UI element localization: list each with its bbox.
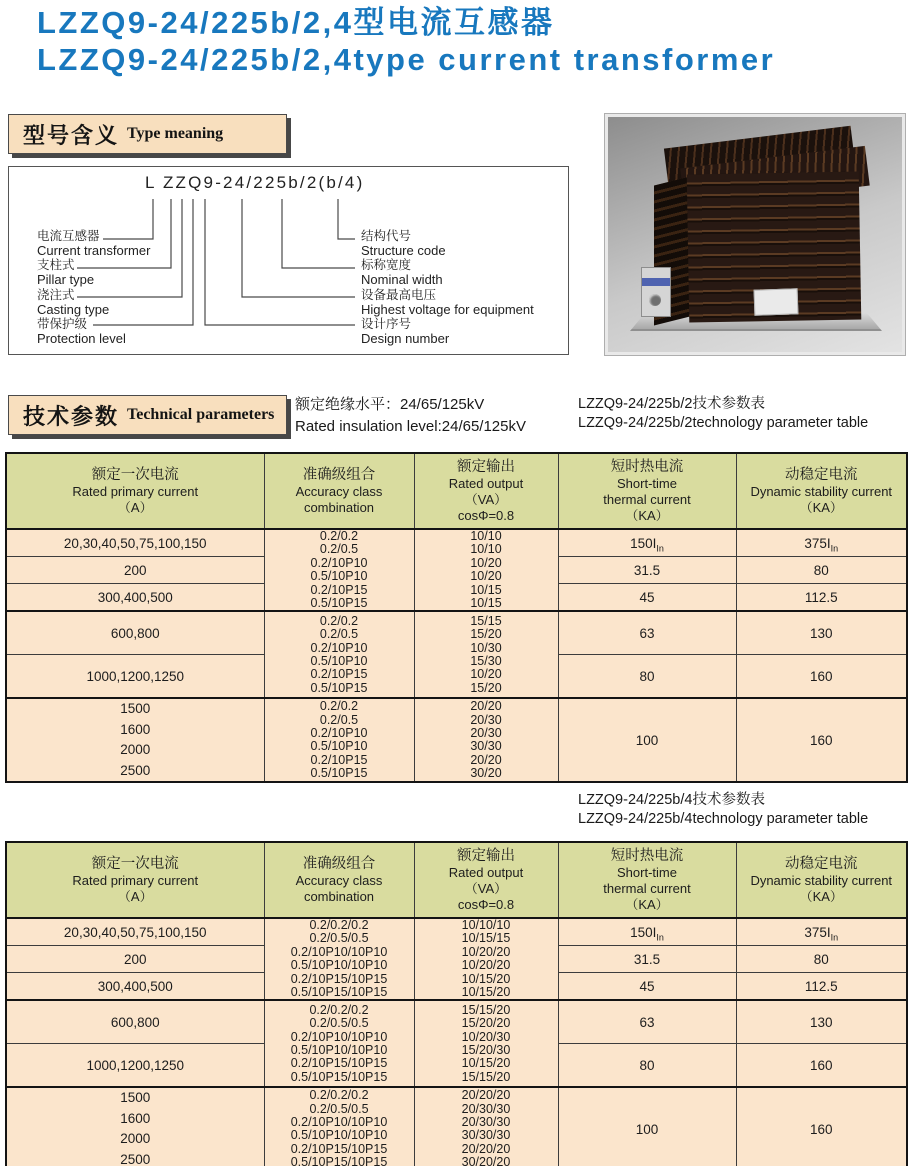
primary-current-value: 2000	[120, 742, 151, 758]
header-line: （A）	[117, 500, 153, 515]
model-left-label-3	[37, 317, 150, 346]
table-header-row	[6, 842, 907, 918]
output-value: 10/15	[470, 582, 502, 597]
accuracy-cell	[264, 698, 414, 782]
model-right-label-list	[361, 229, 534, 347]
table-header-row	[6, 453, 907, 529]
page-title-cn: LZZQ9-24/225b/2,4型电流互感器	[37, 5, 555, 40]
accuracy-value: 0.2/0.5	[319, 542, 359, 557]
model-left-label-1	[37, 258, 150, 287]
accuracy-cell	[264, 529, 414, 611]
primary-current-value: 200	[123, 562, 147, 578]
header-line: 准确级组合	[302, 856, 376, 872]
accuracy-value: 0.5/10P10/10P10	[290, 1042, 388, 1057]
primary-current-cell	[6, 1000, 264, 1044]
accuracy-value: 0.5/10P15/10P15	[290, 985, 388, 1000]
output-cell	[414, 918, 558, 1000]
header-line: Rated output	[448, 865, 524, 880]
output-value: 15/15/20	[461, 1069, 511, 1084]
primary-current-cell	[6, 918, 264, 946]
thermal-current-cell: 31.5	[558, 557, 736, 584]
header-line: 准确级组合	[302, 467, 376, 483]
accuracy-value: 0.2/0.2/0.2	[309, 1002, 369, 1017]
table1-caption-en: LZZQ9-24/225b/2technology parameter table	[578, 415, 869, 431]
model-right-label-en: Structure code	[361, 242, 446, 258]
output-value: 10/10	[470, 529, 502, 543]
type-meaning-heading-cn: 型号含义	[23, 122, 120, 148]
accuracy-value: 0.2/10P15	[310, 667, 368, 682]
thermal-current-cell: 45	[558, 584, 736, 612]
output-value: 10/15	[470, 596, 502, 611]
accuracy-value: 0.5/10P10	[310, 569, 368, 584]
model-left-label-en: Casting type	[37, 301, 110, 317]
primary-current-cell	[6, 529, 264, 557]
accuracy-value: 0.5/10P10	[310, 739, 368, 754]
output-value: 20/30/30	[461, 1115, 511, 1130]
output-value: 20/30/30	[461, 1101, 511, 1116]
tech-params-heading	[8, 395, 287, 435]
thermal-current-cell: 63	[558, 1000, 736, 1044]
model-left-label-list	[37, 229, 150, 347]
accuracy-value: 0.2/10P15	[310, 582, 368, 597]
output-value: 15/20	[470, 680, 502, 695]
header-cell	[736, 453, 907, 529]
model-right-label-3	[361, 317, 534, 346]
header-line: Dynamic stability current	[750, 484, 893, 499]
accuracy-value: 0.2/0.2	[319, 529, 359, 543]
thermal-current-cell: 63	[558, 611, 736, 655]
output-value: 15/20	[470, 627, 502, 642]
page-title	[37, 4, 775, 78]
accuracy-cell	[264, 1000, 414, 1087]
accuracy-cell	[264, 611, 414, 698]
header-line: （A）	[117, 889, 153, 904]
primary-current-cell	[6, 584, 264, 612]
model-right-label-cn: 设计序号	[361, 317, 412, 332]
insulation-level-cn: 额定绝缘水平：24/65/125kV	[295, 396, 485, 413]
header-line: 动稳定电流	[785, 467, 858, 483]
thermal-current-cell: 45	[558, 973, 736, 1001]
primary-current-value: 300,400,500	[97, 589, 173, 605]
model-code-diagram	[8, 166, 569, 355]
header-line: 额定一次电流	[91, 467, 179, 483]
header-line: Dynamic stability current	[750, 873, 893, 888]
table-row	[6, 529, 907, 557]
accuracy-value: 0.2/10P15	[310, 752, 368, 767]
accuracy-value: 0.2/10P15/10P15	[290, 1141, 388, 1156]
table-row	[6, 1000, 907, 1044]
primary-current-value: 600,800	[110, 1014, 160, 1030]
model-code: L ZZQ9-24/225b/2(b/4)	[145, 173, 365, 192]
accuracy-value: 0.2/10P15/10P15	[290, 1056, 388, 1071]
model-left-label-en: Pillar type	[37, 272, 95, 288]
primary-current-cell	[6, 698, 264, 782]
accuracy-cell	[264, 918, 414, 1000]
accuracy-value: 0.2/10P10/10P10	[290, 1115, 388, 1130]
header-line: combination	[303, 889, 375, 904]
table-row	[6, 698, 907, 782]
output-value: 10/20/30	[461, 1029, 511, 1044]
dynamic-current-cell: 80	[736, 557, 907, 584]
primary-current-cell	[6, 946, 264, 973]
thermal-current-cell: 80	[558, 1044, 736, 1088]
table2-caption	[578, 791, 868, 829]
output-value: 30/30/30	[461, 1128, 511, 1143]
accuracy-value: 0.2/0.5/0.5	[309, 1016, 369, 1031]
dynamic-current-cell: 160	[736, 1044, 907, 1088]
output-value: 20/20/20	[461, 1088, 511, 1103]
accuracy-value: 0.5/10P10	[310, 653, 368, 668]
model-right-label-en: Design number	[361, 330, 450, 346]
accuracy-value: 0.2/0.5/0.5	[309, 931, 369, 946]
header-line: Rated primary current	[72, 873, 199, 888]
header-line: （KA）	[799, 500, 843, 515]
header-line: Short-time	[617, 865, 677, 880]
header-cell	[264, 453, 414, 529]
thermal-current-cell: $150I_{In}$	[558, 529, 736, 557]
accuracy-value: 0.2/10P10	[310, 640, 368, 655]
primary-current-cell	[6, 655, 264, 699]
tech-params-heading-cn: 技术参数	[23, 403, 120, 429]
primary-current-value: 1500	[120, 1090, 151, 1106]
table2-caption-en: LZZQ9-24/225b/4technology parameter table	[578, 811, 869, 827]
model-right-label-cn: 结构代号	[361, 229, 412, 243]
dynamic-current-cell: 130	[736, 1000, 907, 1044]
type-meaning-heading-en: Type meaning	[127, 125, 224, 142]
accuracy-value: 0.2/0.5	[319, 712, 359, 727]
primary-current-cell	[6, 611, 264, 655]
model-left-label-cn: 电流互感器	[37, 229, 100, 243]
output-value: 10/15/15	[461, 931, 511, 946]
accuracy-value: 0.5/10P15	[310, 596, 368, 611]
output-value: 10/20	[470, 555, 502, 570]
header-line: 额定输出	[457, 848, 515, 864]
model-right-label-en: Nominal width	[361, 272, 443, 288]
accuracy-value: 0.2/0.5/0.5	[309, 1101, 369, 1116]
header-line: Rated primary current	[72, 484, 199, 499]
primary-current-value: 1000,1200,1250	[86, 668, 185, 684]
accuracy-value: 0.2/0.2/0.2	[309, 1088, 369, 1103]
primary-current-cell	[6, 1044, 264, 1088]
terminal-screw	[649, 294, 661, 306]
accuracy-value: 0.2/0.2	[319, 699, 359, 714]
output-value: 10/20/20	[461, 958, 511, 973]
dynamic-current-cell: 112.5	[736, 584, 907, 612]
thermal-current-cell: 100	[558, 698, 736, 782]
dynamic-current-cell: $375I_{In}$	[736, 918, 907, 946]
header-line: Short-time	[617, 476, 677, 491]
table-row	[6, 611, 907, 655]
terminal-blue-band	[642, 278, 670, 286]
dynamic-current-cell: 112.5	[736, 973, 907, 1001]
thermal-current-cell: $150I_{In}$	[558, 918, 736, 946]
table1-caption	[578, 395, 868, 433]
output-value: 20/30	[470, 726, 502, 741]
header-line: cosΦ=0.8	[457, 897, 515, 912]
output-value: 10/15/20	[461, 971, 511, 986]
parameter-table-4b	[5, 841, 906, 1166]
primary-current-cell	[6, 557, 264, 584]
model-right-label-cn: 标称宽度	[361, 258, 412, 273]
header-line: （KA）	[625, 897, 669, 912]
header-cell	[558, 842, 736, 918]
header-line: （VA）	[464, 881, 508, 896]
primary-current-value: 20,30,40,50,75,100,150	[63, 535, 207, 551]
table1-caption-cn: LZZQ9-24/225b/2技术参数表	[578, 396, 765, 412]
header-cell	[414, 842, 558, 918]
output-value: 10/15/20	[461, 985, 511, 1000]
header-line: combination	[303, 500, 375, 515]
primary-current-value: 2500	[120, 762, 151, 778]
header-line: 短时热电流	[610, 459, 684, 475]
output-value: 10/15/20	[461, 1056, 511, 1071]
table2-caption-cn: LZZQ9-24/225b/4技术参数表	[578, 792, 765, 808]
dynamic-current-cell: 160	[736, 1087, 907, 1166]
primary-current-value: 300,400,500	[97, 978, 173, 994]
primary-current-value: 2500	[120, 1151, 151, 1166]
header-line: Rated output	[448, 476, 524, 491]
output-cell	[414, 611, 558, 698]
model-left-label-cn: 支柱式	[37, 258, 75, 273]
dynamic-current-cell: 160	[736, 698, 907, 782]
primary-current-value: 1600	[120, 721, 151, 737]
model-left-label-en: Current transformer	[37, 242, 151, 258]
accuracy-value: 0.2/0.5	[319, 627, 359, 642]
output-cell	[414, 698, 558, 782]
header-line: （VA）	[464, 492, 508, 507]
primary-current-value: 1600	[120, 1110, 151, 1126]
output-value: 30/20/20	[461, 1155, 511, 1166]
model-left-label-2	[37, 288, 150, 317]
output-value: 15/15/20	[461, 1002, 511, 1017]
accuracy-value: 0.2/10P10/10P10	[290, 1029, 388, 1044]
primary-current-value: 2000	[120, 1131, 151, 1147]
header-line: 额定输出	[457, 459, 515, 475]
header-cell	[736, 842, 907, 918]
accuracy-value: 0.2/10P10	[310, 555, 368, 570]
accuracy-value: 0.5/10P15	[310, 680, 368, 695]
header-line: 短时热电流	[610, 848, 684, 864]
accuracy-value: 0.2/10P10/10P10	[290, 944, 388, 959]
header-cell	[414, 453, 558, 529]
dynamic-current-cell: 160	[736, 655, 907, 699]
output-value: 10/30	[470, 640, 502, 655]
thermal-current-cell: 80	[558, 655, 736, 699]
thermal-current-cell: 31.5	[558, 946, 736, 973]
parameters-table	[5, 841, 908, 1166]
accuracy-cell	[264, 1087, 414, 1166]
parameters-table	[5, 452, 908, 783]
output-value: 20/20/20	[461, 1141, 511, 1156]
output-value: 15/20/20	[461, 1016, 511, 1031]
header-line: Accuracy class	[295, 873, 383, 888]
accuracy-value: 0.5/10P10/10P10	[290, 1128, 388, 1143]
output-value: 20/20	[470, 699, 502, 714]
parameter-table-2b	[5, 452, 906, 783]
primary-current-cell	[6, 1087, 264, 1166]
primary-current-value: 600,800	[110, 625, 160, 641]
thermal-current-cell: 100	[558, 1087, 736, 1166]
output-value: 10/20	[470, 569, 502, 584]
dynamic-current-cell: $375I_{In}$	[736, 529, 907, 557]
accuracy-value: 0.5/10P10/10P10	[290, 958, 388, 973]
tech-params-heading-en: Technical parameters	[127, 406, 275, 423]
accuracy-value: 0.2/10P10	[310, 726, 368, 741]
output-value: 30/30	[470, 739, 502, 754]
primary-current-value: 200	[123, 951, 147, 967]
header-line: （KA）	[799, 889, 843, 904]
output-value: 30/20	[470, 766, 502, 781]
output-value: 15/30	[470, 653, 502, 668]
model-right-label-2	[361, 288, 534, 317]
header-cell	[558, 453, 736, 529]
type-meaning-heading	[8, 114, 287, 154]
accuracy-value: 0.5/10P15/10P15	[290, 1155, 388, 1166]
output-value: 20/30	[470, 712, 502, 727]
accuracy-value: 0.5/10P15/10P15	[290, 1069, 388, 1084]
insulation-level-en: Rated insulation level:24/65/125kV	[295, 418, 526, 435]
primary-current-value: 1000,1200,1250	[86, 1057, 185, 1073]
transformer-terminal	[641, 267, 671, 317]
transformer-nameplate	[754, 288, 799, 316]
model-left-label-cn: 带保护级	[37, 317, 88, 332]
output-value: 10/10/10	[461, 918, 511, 932]
output-cell	[414, 1087, 558, 1166]
output-value: 20/20	[470, 752, 502, 767]
dynamic-current-cell: 80	[736, 946, 907, 973]
model-left-label-cn: 浇注式	[37, 287, 75, 302]
model-right-label-0	[361, 229, 534, 258]
accuracy-value: 0.2/0.2/0.2	[309, 918, 369, 932]
model-left-label-0	[37, 229, 150, 258]
header-line: Accuracy class	[295, 484, 383, 499]
header-line: （KA）	[625, 508, 669, 523]
output-value: 10/10	[470, 542, 502, 557]
insulation-level	[295, 394, 526, 438]
header-line: thermal current	[603, 881, 691, 896]
header-cell	[264, 842, 414, 918]
output-value: 10/20/20	[461, 944, 511, 959]
model-right-label-en: Highest voltage for equipment	[361, 301, 534, 317]
model-right-label-cn: 设备最高电压	[361, 287, 437, 302]
header-line: thermal current	[603, 492, 691, 507]
output-cell	[414, 1000, 558, 1087]
primary-current-value: 1500	[120, 701, 151, 717]
model-right-label-1	[361, 258, 534, 287]
header-cell	[6, 842, 264, 918]
output-value: 15/15	[470, 613, 502, 628]
output-value: 15/20/30	[461, 1042, 511, 1057]
model-left-label-en: Protection level	[37, 330, 126, 346]
primary-current-value: 20,30,40,50,75,100,150	[63, 924, 207, 940]
accuracy-value: 0.2/0.2	[319, 613, 359, 628]
table-row	[6, 1087, 907, 1166]
output-cell	[414, 529, 558, 611]
accuracy-value: 0.2/10P15/10P15	[290, 971, 388, 986]
dynamic-current-cell: 130	[736, 611, 907, 655]
table-row	[6, 918, 907, 946]
product-photo	[605, 114, 905, 355]
page-title-en: LZZQ9-24/225b/2,4type current transformer	[37, 42, 776, 77]
header-line: 动稳定电流	[785, 856, 858, 872]
header-line: 额定一次电流	[91, 856, 179, 872]
header-line: cosΦ=0.8	[457, 508, 515, 523]
primary-current-cell	[6, 973, 264, 1001]
header-cell	[6, 453, 264, 529]
accuracy-value: 0.5/10P15	[310, 766, 368, 781]
output-value: 10/20	[470, 667, 502, 682]
